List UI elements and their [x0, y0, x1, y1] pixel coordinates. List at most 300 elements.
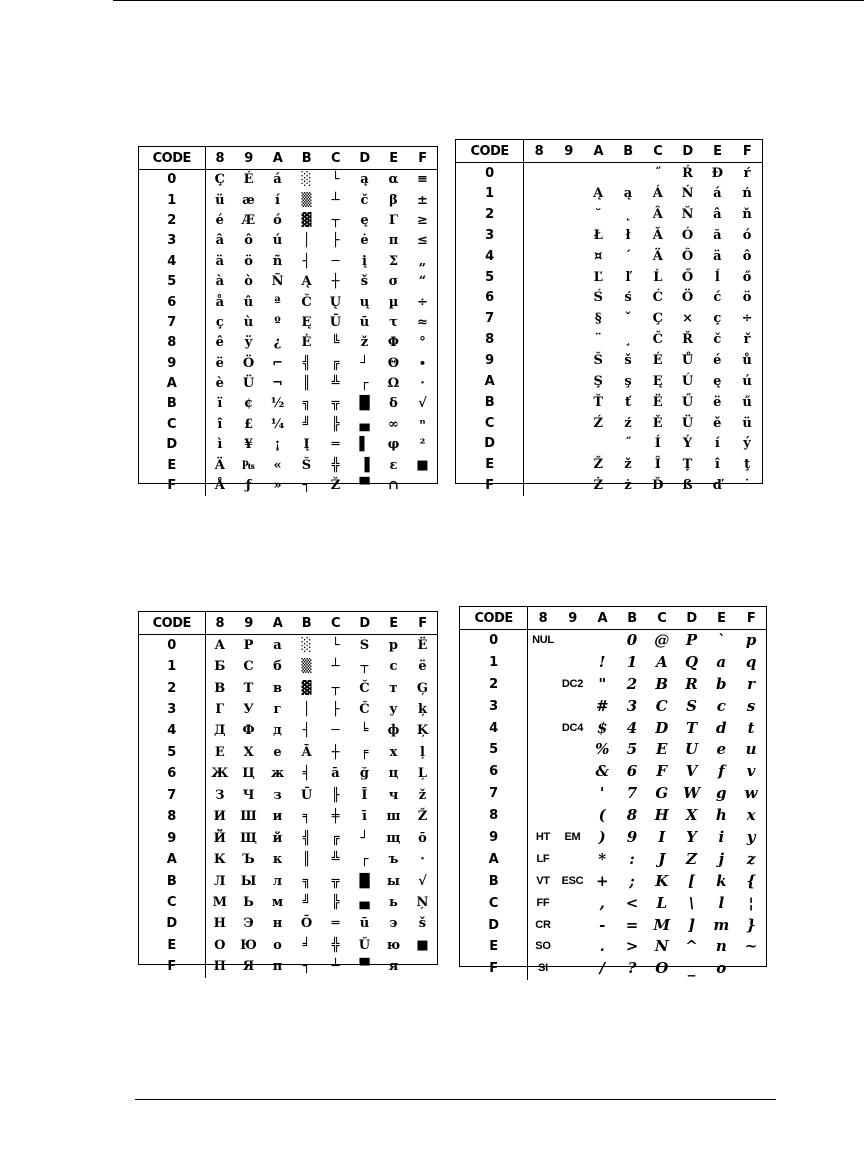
char-cell: └	[331, 637, 340, 653]
char-cell: └	[331, 172, 340, 188]
char-cell: ï	[217, 396, 223, 412]
char-cell: ž	[360, 335, 369, 351]
char-cell: Ŭ	[358, 937, 371, 953]
table-row	[139, 394, 437, 414]
char-cell: ī	[361, 809, 367, 825]
char-cell: ┤	[302, 253, 311, 269]
column-header: E	[379, 147, 408, 170]
char-cell: \	[688, 893, 695, 912]
char-cell: L	[656, 893, 668, 912]
char-cell	[524, 329, 554, 350]
char-cell: ░	[301, 637, 312, 653]
char-cell: ╠	[331, 894, 340, 910]
char-cell: š	[360, 274, 369, 290]
char-cell: ╒	[360, 744, 369, 760]
char-cell: ś	[624, 290, 632, 306]
char-cell: Ī	[361, 787, 368, 803]
char-cell: %	[595, 740, 610, 759]
char-cell: Ň	[681, 207, 694, 223]
char-cell: î	[217, 416, 223, 432]
char-cell	[558, 695, 588, 717]
char-cell: Č	[359, 680, 370, 696]
column-header: 9	[558, 607, 588, 630]
char-cell	[524, 433, 554, 454]
char-cell: Ç	[652, 311, 663, 327]
char-cell: ţ	[744, 457, 751, 473]
char-cell: ∙	[419, 355, 426, 371]
char-cell: ˇ	[624, 311, 632, 327]
char-cell: ù	[243, 314, 254, 330]
char-cell: Ā	[301, 744, 312, 760]
char-cell: ─	[331, 723, 340, 739]
char-cell: ╠	[331, 416, 340, 432]
char-cell: VT	[536, 874, 550, 887]
char-cell: Е	[214, 744, 225, 760]
table-row	[456, 204, 762, 225]
char-cell: h	[715, 806, 727, 825]
row-code: 8	[456, 329, 524, 350]
row-code: 7	[139, 312, 205, 332]
char-cell: '	[599, 784, 605, 803]
table-row	[139, 231, 437, 251]
char-cell: ď	[712, 478, 722, 494]
char-cell: B	[655, 674, 669, 693]
char-cell: 4	[626, 718, 638, 737]
char-cell: č	[360, 192, 369, 208]
char-cell: Ţ	[682, 457, 693, 473]
table-row	[460, 958, 766, 980]
char-cell	[554, 433, 584, 454]
row-code: 8	[139, 333, 205, 353]
char-cell: ½	[270, 396, 285, 412]
char-cell: Ñ	[271, 274, 284, 290]
char-cell: e	[716, 740, 727, 759]
char-cell	[558, 651, 588, 673]
row-code: 5	[139, 271, 205, 291]
char-cell: Æ	[241, 212, 256, 228]
char-cell: ┼	[331, 744, 340, 760]
char-cell: C	[655, 696, 668, 715]
column-header: D	[350, 612, 379, 635]
char-cell: Ĺ	[653, 269, 663, 285]
char-cell: ╪	[331, 809, 340, 825]
char-cell: º	[274, 314, 281, 330]
row-code: A	[139, 849, 205, 870]
table-row	[460, 673, 766, 695]
table-row	[139, 333, 437, 353]
char-cell: ^	[685, 937, 698, 956]
char-cell: #	[595, 696, 609, 715]
table-row	[139, 827, 437, 848]
char-cell: Ű	[681, 394, 694, 410]
char-cell: в	[272, 680, 283, 696]
char-cell: ì	[217, 437, 223, 453]
char-cell: φ	[387, 437, 400, 453]
char-cell: ė	[360, 233, 369, 249]
row-code: 9	[460, 827, 528, 849]
char-cell: д	[273, 723, 282, 739]
row-code: 2	[456, 204, 524, 225]
column-header: D	[673, 140, 703, 163]
char-cell	[554, 475, 584, 496]
char-cell: ý	[743, 436, 751, 452]
char-cell: п	[272, 959, 283, 975]
char-cell	[558, 848, 588, 870]
char-cell	[524, 163, 554, 184]
char-cell: 0	[626, 631, 638, 650]
char-cell: ÷	[741, 311, 753, 327]
char-cell: M	[653, 915, 671, 934]
char-cell	[408, 475, 437, 495]
char-cell: ğ	[359, 766, 369, 782]
character-table-1	[138, 146, 438, 494]
char-cell	[524, 413, 554, 434]
char-cell	[524, 225, 554, 246]
char-cell: l	[718, 893, 725, 912]
char-cell: ō	[418, 830, 427, 846]
char-cell: _	[687, 959, 696, 978]
char-cell: │	[302, 233, 311, 249]
column-header: F	[736, 607, 766, 630]
table-row	[456, 392, 762, 413]
char-cell: û	[243, 294, 254, 310]
char-cell: $	[597, 718, 608, 737]
table-row	[139, 271, 437, 291]
char-cell: ÷	[417, 294, 428, 310]
char-cell: е	[273, 744, 282, 760]
table-row	[139, 677, 437, 698]
table-row	[456, 329, 762, 350]
char-cell: ┴	[331, 659, 340, 675]
char-cell: Ą	[301, 274, 312, 290]
table-row	[456, 413, 762, 434]
table-row	[456, 350, 762, 371]
row-code: 7	[139, 785, 205, 806]
char-cell: 2	[626, 674, 638, 693]
char-cell: â	[215, 233, 224, 249]
char-cell: ┘	[360, 355, 369, 371]
char-cell: EM	[564, 830, 581, 843]
char-cell: Ч	[242, 787, 255, 803]
char-cell: à	[215, 274, 224, 290]
char-cell: t	[747, 718, 755, 737]
char-cell	[524, 392, 554, 413]
char-cell: ▐	[359, 457, 370, 473]
char-cell: Ź	[593, 415, 603, 431]
table-row	[139, 935, 437, 956]
char-cell: м	[271, 894, 284, 910]
char-cell: ═	[331, 437, 340, 453]
char-cell: ╗	[302, 873, 311, 889]
char-cell: ç	[713, 311, 722, 327]
char-cell: ª	[274, 294, 281, 310]
char-cell: è	[215, 376, 224, 392]
char-cell: ë	[713, 394, 722, 410]
char-cell	[554, 413, 584, 434]
char-cell: Î	[654, 457, 661, 473]
char-cell	[554, 392, 584, 413]
char-cell: “	[418, 274, 427, 290]
char-cell	[554, 225, 584, 246]
char-cell: ë	[215, 355, 224, 371]
char-cell: ┌	[360, 376, 369, 392]
row-code: 0	[139, 635, 205, 656]
char-cell: ▒	[301, 659, 312, 675]
table-row	[460, 739, 766, 761]
char-cell: И	[213, 809, 226, 825]
table-row	[139, 806, 437, 827]
char-cell: Ç	[214, 172, 225, 188]
char-cell: ;	[629, 871, 635, 890]
column-header: 9	[554, 140, 584, 163]
char-cell: ╔	[331, 830, 340, 846]
char-cell: å	[215, 294, 224, 310]
char-cell: ń	[742, 186, 752, 202]
char-cell: ˝	[654, 165, 661, 181]
char-cell: ╣	[302, 355, 311, 371]
table-row	[460, 914, 766, 936]
char-cell: ź	[624, 415, 632, 431]
char-cell: Ü	[242, 376, 255, 392]
table-row	[139, 635, 437, 656]
table-row	[139, 475, 437, 495]
row-code: 3	[139, 699, 205, 720]
column-header: 8	[205, 147, 234, 170]
char-cell: Ő	[681, 269, 694, 285]
row-code: F	[139, 956, 205, 977]
row-code: D	[139, 435, 205, 455]
char-cell: ╗	[302, 396, 311, 412]
char-cell	[554, 267, 584, 288]
row-code: D	[456, 433, 524, 454]
char-cell: ¨	[594, 332, 602, 348]
char-cell: ´	[624, 248, 632, 264]
char-cell	[554, 308, 584, 329]
char-cell: Ū	[300, 787, 313, 803]
char-cell: DC2	[561, 677, 584, 690]
table-row	[460, 761, 766, 783]
char-cell: ╡	[302, 766, 311, 782]
char-cell: Å	[214, 478, 225, 494]
char-cell: Ŕ	[682, 165, 693, 181]
table-row	[456, 163, 762, 184]
char-cell: Ą	[593, 186, 604, 202]
row-code: 4	[460, 717, 528, 739]
char-cell: Ы	[240, 873, 257, 889]
char-cell: Ó	[681, 227, 694, 243]
char-cell: ш	[386, 809, 401, 825]
char-cell: σ	[388, 274, 399, 290]
char-cell: Θ	[387, 355, 400, 371]
char-cell: Č	[301, 294, 312, 310]
char-cell: Ă	[652, 227, 663, 243]
char-cell: q	[745, 652, 757, 671]
char-cell: ▓	[301, 212, 312, 228]
char-cell: F	[656, 762, 668, 781]
column-header: 8	[524, 140, 554, 163]
char-cell: Ш	[240, 809, 257, 825]
column-header: D	[350, 147, 379, 170]
row-code: D	[139, 913, 205, 934]
char-cell	[736, 958, 766, 980]
code-table	[139, 612, 437, 978]
table-row	[139, 849, 437, 870]
char-cell: Ý	[682, 436, 693, 452]
char-cell: Ť	[593, 394, 604, 410]
char-cell: ╬	[331, 457, 340, 473]
char-cell: N	[654, 937, 669, 956]
footer-rule	[135, 1099, 776, 1100]
char-cell: ф	[387, 723, 400, 739]
column-header: A	[587, 607, 617, 630]
char-cell: Д	[214, 723, 226, 739]
char-cell: Ģ	[416, 680, 429, 696]
char-cell: ъ	[388, 852, 399, 868]
char-cell: ≡	[417, 172, 428, 188]
char-cell: ┼	[331, 274, 340, 290]
char-cell: Ž	[593, 457, 603, 473]
char-cell: ·	[420, 376, 425, 392]
char-cell: Ä	[652, 248, 663, 264]
table-row	[139, 190, 437, 210]
char-cell	[554, 288, 584, 309]
char-cell: J	[658, 849, 666, 868]
table-row	[139, 892, 437, 913]
char-cell: d	[716, 718, 727, 737]
char-cell: ∩	[387, 478, 399, 494]
column-header: E	[379, 612, 408, 635]
char-cell: 1	[626, 652, 638, 671]
char-cell: Y	[686, 827, 697, 846]
row-code: 9	[456, 350, 524, 371]
char-cell: ç	[215, 314, 224, 330]
char-cell: ž	[624, 457, 632, 473]
char-cell: 3	[626, 696, 638, 715]
char-cell	[554, 204, 584, 225]
char-cell: я	[388, 959, 399, 975]
char-cell: E	[656, 740, 668, 759]
table-row	[139, 699, 437, 720]
char-cell: ╦	[331, 396, 340, 412]
row-code: C	[139, 892, 205, 913]
row-code: 1	[460, 651, 528, 673]
table-row	[456, 183, 762, 204]
char-cell: Ѕ	[359, 637, 370, 653]
char-cell: ¬	[272, 376, 283, 392]
char-cell: ∞	[388, 416, 399, 432]
char-cell: Х	[243, 744, 254, 760]
char-cell: SI	[538, 962, 548, 975]
char-cell: µ	[388, 294, 399, 310]
char-cell: Ę	[301, 314, 312, 330]
char-cell: ô	[244, 233, 253, 249]
row-code: 9	[139, 827, 205, 848]
char-cell: ú	[272, 233, 283, 249]
char-cell: DC4	[561, 721, 584, 734]
char-cell: а	[273, 637, 282, 653]
char-cell: ┬	[331, 680, 340, 696]
char-cell: î	[714, 457, 720, 473]
char-cell: │	[302, 702, 311, 718]
char-cell: NUL	[532, 634, 554, 647]
char-cell: ▄	[359, 416, 370, 432]
column-header: A	[263, 612, 292, 635]
char-cell: o	[716, 959, 727, 978]
code-table	[460, 607, 766, 980]
char-cell: ▄	[359, 894, 370, 910]
table-row	[460, 651, 766, 673]
char-cell: =	[625, 915, 639, 934]
char-cell	[524, 183, 554, 204]
char-cell: í	[714, 436, 720, 452]
char-cell: č	[713, 332, 722, 348]
char-cell: ó	[742, 227, 752, 243]
char-cell: k	[716, 871, 727, 890]
char-cell: ż	[624, 478, 632, 494]
char-cell: É	[243, 172, 254, 188]
char-cell: a	[716, 652, 727, 671]
char-cell: ˙	[743, 478, 751, 494]
column-header: 8	[528, 607, 558, 630]
header-rule	[113, 0, 864, 1]
char-cell: ę	[713, 373, 722, 389]
char-cell: ő	[742, 269, 752, 285]
char-cell	[554, 163, 584, 184]
char-cell: ¿	[273, 335, 282, 351]
char-cell: é	[215, 212, 224, 228]
char-cell	[554, 183, 584, 204]
table-row	[139, 455, 437, 475]
char-cell	[587, 630, 617, 652]
column-header: B	[292, 612, 321, 635]
char-cell: Ö	[242, 355, 255, 371]
char-cell: Ě	[652, 415, 663, 431]
char-cell: ā	[331, 766, 340, 782]
char-cell: æ	[242, 192, 255, 208]
row-code: 2	[139, 210, 205, 230]
char-cell: ľ	[625, 269, 631, 285]
char-cell: Ś	[593, 290, 603, 306]
char-cell: Ď	[652, 478, 664, 494]
table-row	[139, 742, 437, 763]
char-cell: b	[716, 674, 727, 693]
char-cell: H	[654, 806, 669, 825]
char-cell: {	[746, 871, 756, 890]
table-row	[456, 225, 762, 246]
char-cell	[524, 454, 554, 475]
char-cell: ¸	[624, 332, 632, 348]
char-cell: ╝	[302, 416, 311, 432]
row-code: C	[460, 892, 528, 914]
table-row	[460, 783, 766, 805]
column-header: 8	[205, 612, 234, 635]
char-cell: z	[746, 849, 756, 868]
character-table-4	[459, 606, 767, 978]
char-cell: √	[418, 396, 427, 412]
char-cell: У	[243, 702, 254, 718]
char-cell: ≤	[417, 233, 428, 249]
char-cell	[408, 956, 437, 977]
char-cell: ┤	[302, 723, 311, 739]
char-cell: δ	[389, 396, 398, 412]
char-cell: Â	[652, 207, 663, 223]
char-cell: -	[599, 915, 606, 934]
char-cell: p	[745, 631, 757, 650]
char-cell: ü	[215, 192, 225, 208]
char-cell: I	[658, 827, 666, 846]
char-cell: ū	[359, 916, 370, 932]
column-header: A	[583, 140, 613, 163]
